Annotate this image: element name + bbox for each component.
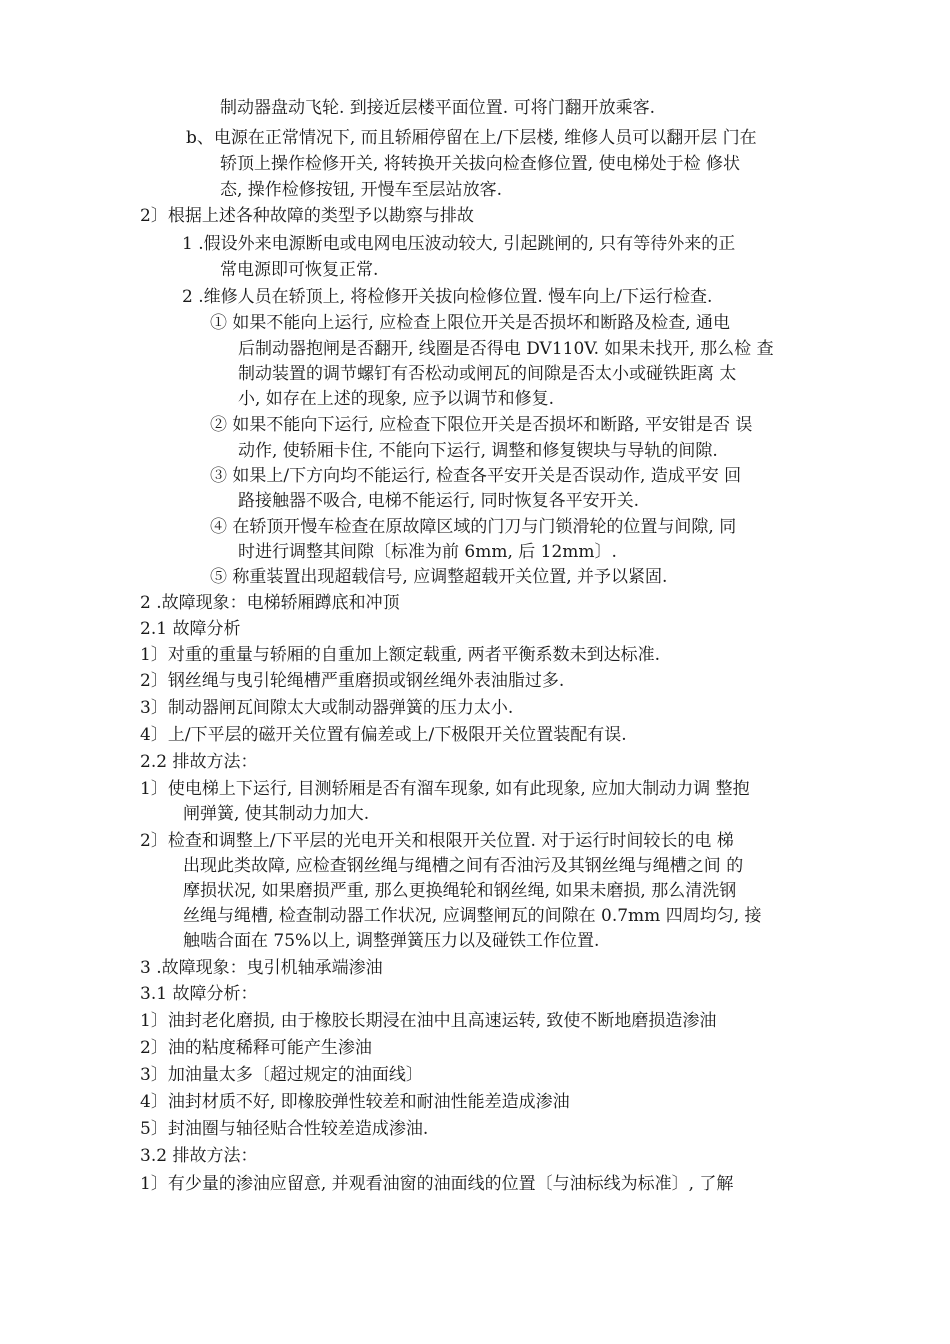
text-line: 1〕油封老化磨损, 由于橡胶长期浸在油中且高速运转, 致使不断地磨损造渗油 <box>140 1011 717 1031</box>
text-line: 出现此类故障, 应检查钢丝绳与绳槽之间有否油污及其钢丝绳与绳槽之间 的 <box>183 856 744 876</box>
text-line: 动作, 使轿厢卡住, 不能向下运行, 调整和修复锲块与导轨的间隙. <box>238 441 718 461</box>
text-line: 3.2 排故方法： <box>140 1146 258 1166</box>
text-line: 1〕有少量的渗油应留意, 并观看油窗的油面线的位置〔与油标线为标准〕, 了解 <box>140 1174 734 1194</box>
text-line: ④ 在轿顶开慢车检查在原故障区域的门刀与门锁滑轮的位置与间隙, 同 <box>210 517 737 537</box>
text-line: 2.2 排故方法： <box>140 752 258 772</box>
text-line: 2〕油的粘度稀释可能产生渗油 <box>140 1038 372 1058</box>
text-line: 闸弹簧, 使其制动力加大. <box>183 804 370 824</box>
text-line: 丝绳与绳槽, 检查制动器工作状况, 应调整闸瓦的间隙在 0.7mm 四周均匀, 接 <box>183 906 762 926</box>
text-line: 3〕加油量太多〔超过规定的油面线〕 <box>140 1065 423 1085</box>
text-line: 2 .故障现象：电梯轿厢蹲底和冲顶 <box>140 593 400 613</box>
text-line: 小, 如存在上述的现象, 应予以调节和修复. <box>238 389 555 409</box>
text-line: 5〕封油圈与轴径贴合性较差造成渗油. <box>140 1119 429 1139</box>
text-line: 常电源即可恢复正常. <box>220 260 379 280</box>
text-line: b、电源在正常情况下, 而且轿厢停留在上/下层楼, 维修人员可以翻开层 门在 <box>186 128 757 148</box>
text-line: 后制动器抱闸是否翻开, 线圈是否得电 DV110V. 如果未找开, 那么检 查 <box>238 339 774 359</box>
text-line: 1〕对重的重量与轿厢的自重加上额定载重, 两者平衡系数未到达标准. <box>140 645 661 665</box>
text-line: 时进行调整其间隙〔标准为前 6mm, 后 12mm〕. <box>238 542 617 562</box>
text-line: ⑤ 称重装置出现超载信号, 应调整超载开关位置, 并予以紧固. <box>210 567 668 587</box>
text-line: ② 如果不能向下运行, 应检查下限位开关是否损坏和断路, 平安钳是否 误 <box>210 415 753 435</box>
text-line: 1 .假设外来电源断电或电网电压波动较大, 引起跳闸的, 只有等待外来的正 <box>182 234 736 254</box>
text-line: 2〕根据上述各种故障的类型予以勘察与排故 <box>140 206 474 226</box>
text-line: 2 .维修人员在轿顶上, 将检修开关拔向检修位置. 慢车向上/下运行检查. <box>182 287 713 307</box>
text-line: 态, 操作检修按钮, 开慢车至层站放客. <box>220 180 503 200</box>
text-line: 3 .故障现象：曳引机轴承端渗油 <box>140 958 383 978</box>
text-line: 2〕检查和调整上/下平层的光电开关和根限开关位置. 对于运行时间较长的电 梯 <box>140 831 734 851</box>
text-line: 触啮合面在 75%以上, 调整弹簧压力以及碰铁工作位置. <box>183 931 600 951</box>
text-line: 1〕使电梯上下运行, 目测轿厢是否有溜车现象, 如有此现象, 应加大制动力调 整抱 <box>140 779 750 799</box>
text-line: 3〕制动器闸瓦间隙太大或制动器弹簧的压力太小. <box>140 698 514 718</box>
text-line: 4〕油封材质不好, 即橡胶弹性较差和耐油性能差造成渗油 <box>140 1092 570 1112</box>
text-line: 3.1 故障分析： <box>140 984 258 1004</box>
text-line: ① 如果不能向上运行, 应检查上限位开关是否损坏和断路及检查, 通电 <box>210 313 731 333</box>
text-line: 路接触器不吸合, 电梯不能运行, 同时恢复各平安开关. <box>238 491 640 511</box>
text-line: ③ 如果上/下方向均不能运行, 检查各平安开关是否误动作, 造成平安 回 <box>210 466 742 486</box>
text-line: 制动器盘动飞轮. 到接近层楼平面位置. 可将门翻开放乘客. <box>220 98 656 118</box>
text-line: 制动装置的调节螺钉有否松动或闸瓦的间隙是否太小或碰铁距离 太 <box>238 364 737 384</box>
text-line: 摩损状况, 如果磨损严重, 那么更换绳轮和钢丝绳, 如果未磨损, 那么清洗钢 <box>183 881 737 901</box>
text-line: 4〕上/下平层的磁开关位置有偏差或上/下极限开关位置装配有误. <box>140 725 627 745</box>
text-line: 2.1 故障分析 <box>140 619 241 639</box>
text-line: 2〕钢丝绳与曳引轮绳槽严重磨损或钢丝绳外表油脂过多. <box>140 671 565 691</box>
text-line: 轿顶上操作检修开关, 将转换开关拔向检查修位置, 使电梯处于检 修状 <box>220 154 741 174</box>
